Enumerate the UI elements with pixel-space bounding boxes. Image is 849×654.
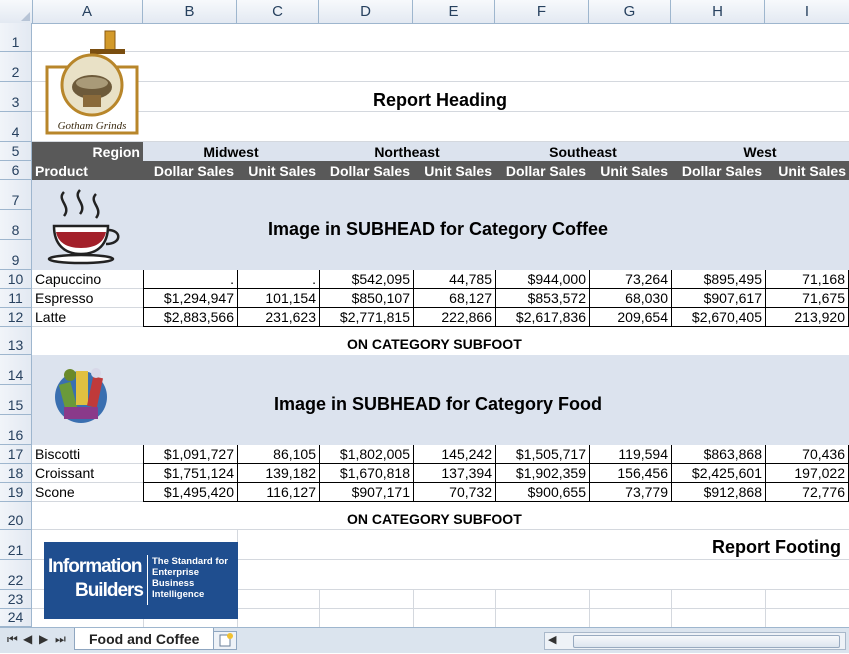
- measure-header: Dollar Sales: [143, 161, 237, 180]
- value-cell[interactable]: 137,394: [413, 464, 495, 483]
- ib-logo-name-1: Information: [48, 556, 142, 577]
- region-midwest: Midwest: [143, 142, 319, 161]
- value-cell[interactable]: 145,242: [413, 445, 495, 464]
- measure-header: Unit Sales: [589, 161, 671, 180]
- value-cell[interactable]: .: [237, 270, 319, 289]
- value-cell[interactable]: 71,675: [765, 289, 849, 308]
- value-cell[interactable]: $1,505,717: [495, 445, 589, 464]
- select-all-corner[interactable]: [0, 0, 33, 23]
- value-cell[interactable]: 70,732: [413, 483, 495, 502]
- value-cell[interactable]: $2,425,601: [671, 464, 765, 483]
- value-cell[interactable]: $900,655: [495, 483, 589, 502]
- measure-header: Unit Sales: [765, 161, 849, 180]
- value-cell[interactable]: $2,670,405: [671, 308, 765, 327]
- value-cell[interactable]: 231,623: [237, 308, 319, 327]
- ib-logo-name-2: Builders: [74, 580, 143, 601]
- region-label: Region: [32, 142, 143, 161]
- report-heading: Report Heading: [373, 90, 508, 110]
- row-header-14[interactable]: 14: [0, 355, 32, 385]
- value-cell[interactable]: $853,572: [495, 289, 589, 308]
- product-cell[interactable]: Croissant: [32, 464, 143, 483]
- value-cell[interactable]: 222,866: [413, 308, 495, 327]
- ib-tagline-line: Enterprise: [152, 567, 199, 578]
- col-header-i[interactable]: I: [804, 3, 810, 20]
- col-header-h[interactable]: H: [671, 0, 765, 23]
- row-header-11[interactable]: 11: [0, 289, 32, 308]
- value-cell[interactable]: .: [143, 270, 237, 289]
- row-header-17[interactable]: 17: [0, 445, 32, 464]
- column-header-row: [0, 0, 849, 24]
- cell-grid[interactable]: [32, 23, 849, 627]
- row-header-18[interactable]: 18: [0, 464, 32, 483]
- value-cell[interactable]: 156,456: [589, 464, 671, 483]
- value-cell[interactable]: $1,091,727: [143, 445, 237, 464]
- row-header-9[interactable]: 9: [0, 240, 32, 270]
- value-cell[interactable]: 209,654: [589, 308, 671, 327]
- value-cell[interactable]: $944,000: [495, 270, 589, 289]
- row-header-16[interactable]: 16: [0, 415, 32, 445]
- row-header-15[interactable]: 15: [0, 385, 32, 415]
- col-header-e[interactable]: E: [413, 0, 495, 23]
- value-cell[interactable]: 70,436: [765, 445, 849, 464]
- scroll-thumb[interactable]: [573, 635, 840, 648]
- value-cell[interactable]: $863,868: [671, 445, 765, 464]
- ib-tagline-line: Intelligence: [152, 589, 205, 600]
- food-image: [50, 363, 112, 425]
- row-header-19[interactable]: 19: [0, 483, 32, 502]
- product-cell[interactable]: Latte: [32, 308, 143, 327]
- measure-header: Dollar Sales: [671, 161, 765, 180]
- region-west: West: [671, 142, 849, 161]
- gotham-grinds-logo: [45, 29, 139, 135]
- coffee-subhead: Image in SUBHEAD for Category Coffee: [268, 219, 609, 239]
- value-cell[interactable]: $1,802,005: [319, 445, 413, 464]
- value-cell[interactable]: $1,751,124: [143, 464, 237, 483]
- food-subfoot: ON CATEGORY SUBFOOT: [347, 511, 522, 527]
- next-sheet-icon[interactable]: ▶: [39, 632, 49, 646]
- row-header-7[interactable]: 7: [0, 180, 32, 210]
- col-header-f[interactable]: F: [495, 0, 589, 23]
- insert-sheet-icon[interactable]: [213, 631, 237, 650]
- row-header-6[interactable]: 6: [0, 161, 32, 180]
- first-sheet-icon[interactable]: ⏮: [7, 632, 18, 646]
- value-cell[interactable]: 101,154: [237, 289, 319, 308]
- gotham-grinds-logo-text: Gotham Grinds: [57, 120, 127, 132]
- row-header-23[interactable]: 23: [0, 590, 32, 609]
- value-cell[interactable]: $912,868: [671, 483, 765, 502]
- value-cell[interactable]: 116,127: [237, 483, 319, 502]
- measure-header: Dollar Sales: [495, 161, 589, 180]
- region-northeast: Northeast: [319, 142, 495, 161]
- row-header-5[interactable]: 5: [0, 142, 32, 161]
- report-footing: Report Footing: [712, 537, 841, 557]
- value-cell[interactable]: 119,594: [589, 445, 671, 464]
- col-header-d[interactable]: D: [319, 0, 413, 23]
- product-cell[interactable]: Capuccino: [32, 270, 143, 289]
- value-cell[interactable]: $850,107: [319, 289, 413, 308]
- last-sheet-icon[interactable]: ⏭: [55, 632, 66, 646]
- measure-header: Unit Sales: [413, 161, 495, 180]
- sheet-tab-food-and-coffee[interactable]: Food and Coffee: [74, 628, 214, 650]
- value-cell[interactable]: $1,294,947: [143, 289, 237, 308]
- value-cell[interactable]: 213,920: [765, 308, 849, 327]
- product-cell[interactable]: Biscotti: [32, 445, 143, 464]
- row-header-20[interactable]: 20: [0, 502, 32, 530]
- product-label: Product: [32, 161, 143, 180]
- value-cell[interactable]: $2,771,815: [319, 308, 413, 327]
- product-cell[interactable]: Espresso: [32, 289, 143, 308]
- col-header-b[interactable]: B: [143, 0, 237, 23]
- col-header-a[interactable]: A: [32, 0, 143, 23]
- value-cell[interactable]: $1,902,359: [495, 464, 589, 483]
- value-cell[interactable]: $895,495: [671, 270, 765, 289]
- value-cell[interactable]: $2,617,836: [495, 308, 589, 327]
- value-cell[interactable]: $907,617: [671, 289, 765, 308]
- value-cell[interactable]: $542,095: [319, 270, 413, 289]
- coffee-subfoot: ON CATEGORY SUBFOOT: [347, 336, 522, 352]
- value-cell[interactable]: 86,105: [237, 445, 319, 464]
- row-header-1[interactable]: 1: [0, 23, 32, 52]
- col-header-g[interactable]: G: [589, 0, 671, 23]
- prev-sheet-icon[interactable]: ◀: [23, 632, 33, 646]
- row-header-2[interactable]: 2: [0, 52, 32, 82]
- row-header-24[interactable]: 24: [0, 609, 32, 627]
- row-header-3[interactable]: 3: [0, 82, 32, 112]
- measure-header: Unit Sales: [237, 161, 319, 180]
- measure-header: Dollar Sales: [319, 161, 413, 180]
- value-cell[interactable]: $1,495,420: [143, 483, 237, 502]
- region-southeast: Southeast: [495, 142, 671, 161]
- ib-tagline-line: Business: [152, 578, 195, 589]
- food-subhead: Image in SUBHEAD for Category Food: [274, 394, 603, 414]
- row-header-22[interactable]: 22: [0, 560, 32, 590]
- value-cell[interactable]: 197,022: [765, 464, 849, 483]
- row-header-12[interactable]: 12: [0, 308, 32, 327]
- product-cell[interactable]: Scone: [32, 483, 143, 502]
- value-cell[interactable]: 73,264: [589, 270, 671, 289]
- value-cell[interactable]: 68,127: [413, 289, 495, 308]
- value-cell[interactable]: 139,182: [237, 464, 319, 483]
- value-cell[interactable]: 68,030: [589, 289, 671, 308]
- ib-tagline-line: The Standard for: [152, 556, 229, 567]
- value-cell[interactable]: $1,670,818: [319, 464, 413, 483]
- sheet-tab-bar: [0, 627, 849, 653]
- value-cell[interactable]: $907,171: [319, 483, 413, 502]
- row-header-13[interactable]: 13: [0, 327, 32, 355]
- value-cell[interactable]: 71,168: [765, 270, 849, 289]
- horizontal-scrollbar[interactable]: [544, 632, 846, 650]
- row-header-8[interactable]: 8: [0, 210, 32, 240]
- value-cell[interactable]: 73,779: [589, 483, 671, 502]
- coffee-cup-image: [46, 186, 126, 266]
- value-cell[interactable]: 44,785: [413, 270, 495, 289]
- col-header-c[interactable]: C: [237, 0, 319, 23]
- scroll-left-icon[interactable]: ◀: [548, 634, 557, 646]
- information-builders-logo: [44, 542, 238, 619]
- value-cell[interactable]: 72,776: [765, 483, 849, 502]
- value-cell[interactable]: $2,883,566: [143, 308, 237, 327]
- row-header-4[interactable]: 4: [0, 112, 32, 142]
- row-header-21[interactable]: 21: [0, 530, 32, 560]
- row-header-10[interactable]: 10: [0, 270, 32, 289]
